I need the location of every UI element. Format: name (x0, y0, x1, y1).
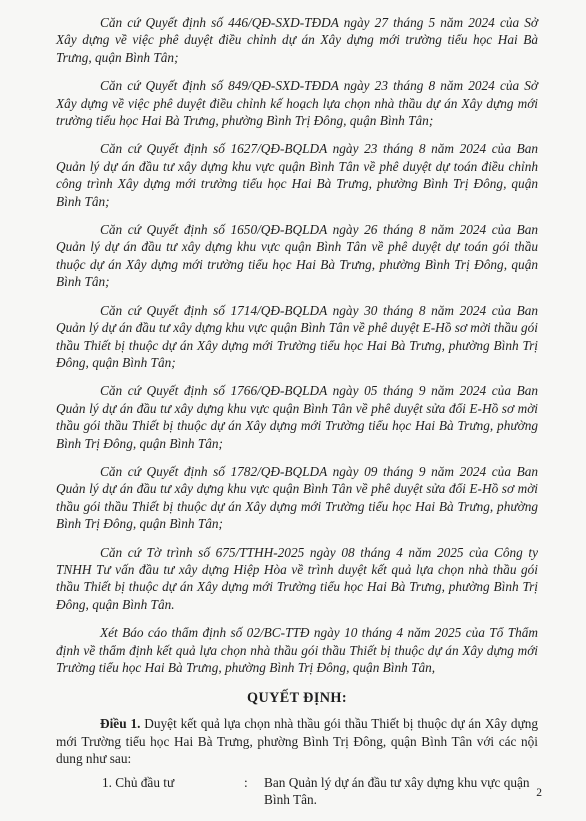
page-number: 2 (536, 787, 542, 799)
paragraph-1714: Căn cứ Quyết định số 1714/QĐ-BQLDA ngày 30 tháng 8 năm 2024 của Ban Quản lý dự án đầu tư xây dựng khu vực quận Bình Tân về phê duyệt E-Hồ sơ mời thầu gói thầu Thiết bị thuộc dự án Xây dựng mới Trường tiểu học Hai Bà Trưng, phường Bình Trị Đông, quận Bình Tân; (56, 302, 538, 370)
item-investor-label: 1. Chủ đầu tư (102, 774, 175, 790)
paragraph-1766: Căn cứ Quyết định số 1766/QĐ-BQLDA ngày 05 tháng 9 năm 2024 của Ban Quản lý dự án đầu tư xây dựng khu vực quận Bình Tân về phê duyệt sửa đổi E-Hồ sơ mời thầu gói thầu Thiết bị thuộc dự án Xây dựng mới Trường tiểu học Hai Bà Trưng, phường Bình Trị Đông, quận Bình Tân; (56, 383, 538, 451)
article-1-label: Điều 1. (100, 716, 141, 732)
paragraph-849: Căn cứ Quyết định số 849/QĐ-SXD-TĐDA ngày 23 tháng 8 năm 2024 của Sở Xây dựng về việc phê duyệt điều chỉnh kế hoạch lựa chọn nhà thầu dự án Xây dựng mới trường tiểu học Hai Bà Trưng, phường Bình Trị Đông, quận Bình Tân; (56, 78, 538, 129)
paragraph-1650: Căn cứ Quyết định số 1650/QĐ-BQLDA ngày 26 tháng 8 năm 2024 của Ban Quản lý dự án đầu tư xây dựng khu vực quận Bình Tân về phê duyệt dự toán gói thầu thuộc dự án Xây dựng mới trường tiểu học Hai Bà Trưng, phường Bình Trị Đông, quận Bình Tân; (56, 222, 538, 290)
paragraph-1627: Căn cứ Quyết định số 1627/QĐ-BQLDA ngày 23 tháng 8 năm 2024 của Ban Quản lý dự án đầu tư xây dựng khu vực quận Bình Tân về phê duyệt dự toán điều chỉnh công trình Xây dựng mới trường tiểu học Hai Bà Trưng, phường Bình Trị Đông, quận Bình Tân; (56, 141, 538, 209)
paragraph-bao-cao: Xét Báo cáo thẩm định số 02/BC-TTĐ ngày 10 tháng 4 năm 2025 của Tổ Thẩm định về thẩm định kết quả lựa chọn nhà thầu gói thầu Thiết bị thuộc dự án Xây dựng mới Trường tiểu học Hai Bà Trưng, phường Bình Trị Đông, quận Bình Tân, (56, 625, 538, 675)
decision-heading: QUYẾT ĐỊNH: (247, 690, 347, 707)
item-investor-colon: : (244, 774, 248, 790)
article-1 (56, 715, 538, 767)
item-investor-value: Ban Quản lý dự án đầu tư xây dựng khu vực quận Bình Tân. (264, 774, 530, 808)
paragraph-446: Căn cứ Quyết định số 446/QĐ-SXD-TĐDA ngày 27 tháng 5 năm 2024 của Sở Xây dựng về việc phê duyệt điều chỉnh dự án Xây dựng mới trường tiểu học Hai Bà Trưng, quận Bình Tân; (56, 15, 538, 65)
paragraph-1782: Căn cứ Quyết định số 1782/QĐ-BQLDA ngày 09 tháng 9 năm 2024 của Ban Quản lý dự án đầu tư xây dựng khu vực quận Bình Tân về phê duyệt sửa đổi E-Hồ sơ mời thầu gói thầu Thiết bị thuộc dự án Xây dựng mới Trường tiểu học Hai Bà Trưng, phường Bình Trị Đông, quận Bình Tân; (56, 463, 538, 532)
article-1-text: Duyệt kết quả lựa chọn nhà thầu gói thầu Thiết bị thuộc dự án Xây dựng mới Trường tiểu học Hai Bà Trưng, phường Bình Trị Đông, quận Bình Tân với các nội dung như sau: (56, 716, 538, 767)
paragraph-to-trinh: Căn cứ Tờ trình số 675/TTHH-2025 ngày 08 tháng 4 năm 2025 của Công ty TNHH Tư vấn đầu tư xây dựng Hiệp Hòa về trình duyệt kết quả lựa chọn nhà thầu gói thầu Thiết bị thuộc dự án Xây dựng mới Trường tiểu học Hai Bà Trưng, phường Bình Trị Đông, quận Bình Tân. (56, 544, 538, 612)
item-investor-row (56, 774, 538, 809)
